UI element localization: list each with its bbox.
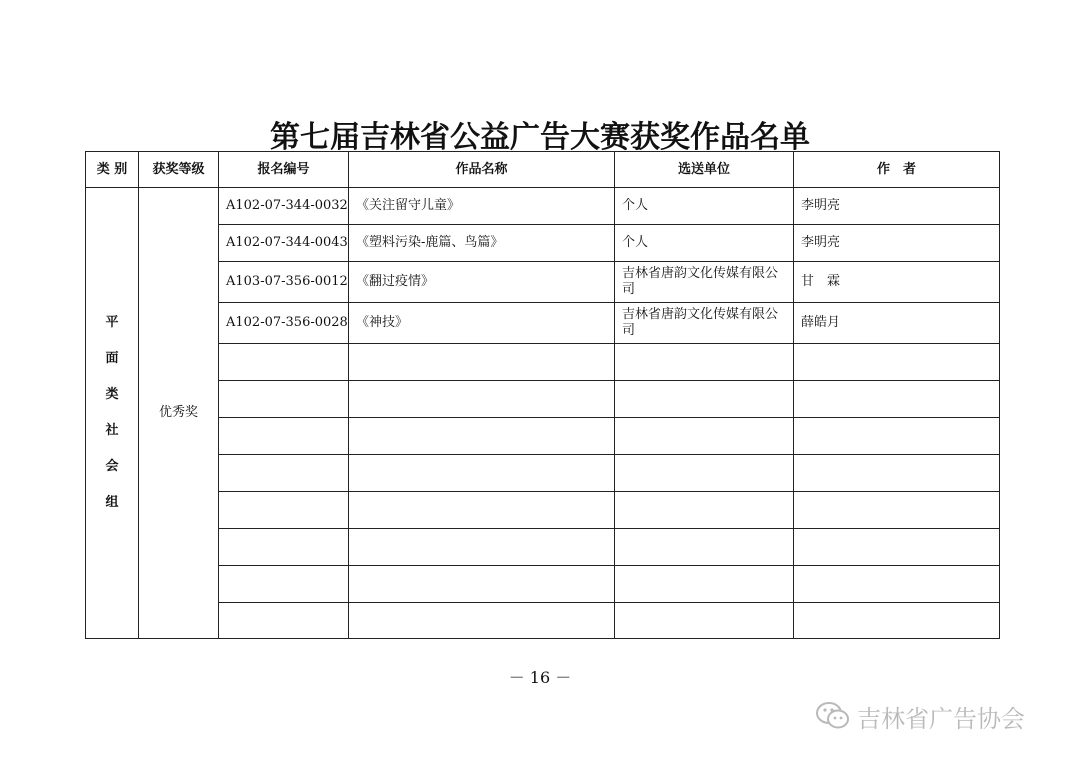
category-char: 面 xyxy=(105,351,119,366)
reg-no-cell: A102-07-344-0032 xyxy=(219,188,349,225)
category-char: 类 xyxy=(105,387,119,402)
work-name-cell xyxy=(349,492,615,529)
work-name-cell: 《关注留守儿童》 xyxy=(349,188,615,225)
table-row xyxy=(86,303,1000,344)
header-category: 类 别 xyxy=(86,152,139,188)
reg-no-cell: A102-07-356-0028 xyxy=(219,303,349,344)
header-author: 作 者 xyxy=(794,152,1000,188)
unit-cell xyxy=(615,344,794,381)
author-cell xyxy=(794,344,1000,381)
table-row xyxy=(86,188,1000,225)
unit-cell xyxy=(615,566,794,603)
table-row xyxy=(86,262,1000,303)
table-row xyxy=(86,492,1000,529)
award-table xyxy=(85,151,1000,639)
unit-cell xyxy=(615,455,794,492)
category-char: 平 xyxy=(105,315,119,330)
reg-no-cell: A102-07-344-0043 xyxy=(219,225,349,262)
category-char: 社 xyxy=(105,423,119,438)
reg-no-cell xyxy=(219,492,349,529)
author-cell xyxy=(794,381,1000,418)
work-name-cell: 《塑料污染-鹿篇、鸟篇》 xyxy=(349,225,615,262)
unit-cell: 吉林省唐韵文化传媒有限公司 xyxy=(615,262,794,303)
author-cell xyxy=(794,603,1000,639)
author-cell xyxy=(794,566,1000,603)
work-name-cell xyxy=(349,603,615,639)
work-name-cell xyxy=(349,455,615,492)
author-cell xyxy=(794,455,1000,492)
work-name-cell xyxy=(349,566,615,603)
page-title: 第七届吉林省公益广告大赛获奖作品名单 xyxy=(270,120,810,155)
work-name-cell xyxy=(349,418,615,455)
author-cell xyxy=(794,418,1000,455)
unit-cell: 个人 xyxy=(615,188,794,225)
unit-cell xyxy=(615,492,794,529)
reg-no-cell xyxy=(219,566,349,603)
author-cell xyxy=(794,529,1000,566)
work-name-cell xyxy=(349,381,615,418)
watermark-text: 吉林省广告协会 xyxy=(857,704,1025,733)
author-cell: 李明亮 xyxy=(794,225,1000,262)
table-row xyxy=(86,603,1000,639)
reg-no-cell xyxy=(219,603,349,639)
wechat-icon xyxy=(815,701,851,731)
author-cell: 李明亮 xyxy=(794,188,1000,225)
reg-no-cell: A103-07-356-0012 xyxy=(219,262,349,303)
award-level-cell: 优秀奖 xyxy=(139,188,219,639)
work-name-cell: 《神技》 xyxy=(349,303,615,344)
unit-cell xyxy=(615,529,794,566)
reg-no-cell xyxy=(219,529,349,566)
watermark xyxy=(815,699,1025,733)
header-unit: 选送单位 xyxy=(615,152,794,188)
category-cell xyxy=(86,188,139,639)
table-row xyxy=(86,344,1000,381)
reg-no-cell xyxy=(219,418,349,455)
table-row xyxy=(86,566,1000,603)
table-row xyxy=(86,529,1000,566)
page-number: － 16 － xyxy=(508,668,572,687)
table-row xyxy=(86,455,1000,492)
unit-cell xyxy=(615,381,794,418)
header-reg-no: 报名编号 xyxy=(219,152,349,188)
reg-no-cell xyxy=(219,455,349,492)
unit-cell: 个人 xyxy=(615,225,794,262)
header-level: 获奖等级 xyxy=(139,152,219,188)
table-row xyxy=(86,418,1000,455)
table-row xyxy=(86,225,1000,262)
work-name-cell xyxy=(349,344,615,381)
unit-cell xyxy=(615,603,794,639)
unit-cell: 吉林省唐韵文化传媒有限公司 xyxy=(615,303,794,344)
table-header-row xyxy=(86,152,1000,188)
reg-no-cell xyxy=(219,344,349,381)
category-char: 会 xyxy=(105,459,119,474)
work-name-cell xyxy=(349,529,615,566)
author-cell: 薛皓月 xyxy=(794,303,1000,344)
unit-cell xyxy=(615,418,794,455)
work-name-cell: 《翻过疫情》 xyxy=(349,262,615,303)
author-cell: 甘 霖 xyxy=(794,262,1000,303)
author-cell xyxy=(794,492,1000,529)
table-row xyxy=(86,381,1000,418)
category-char: 组 xyxy=(105,495,119,510)
reg-no-cell xyxy=(219,381,349,418)
header-work-name: 作品名称 xyxy=(349,152,615,188)
